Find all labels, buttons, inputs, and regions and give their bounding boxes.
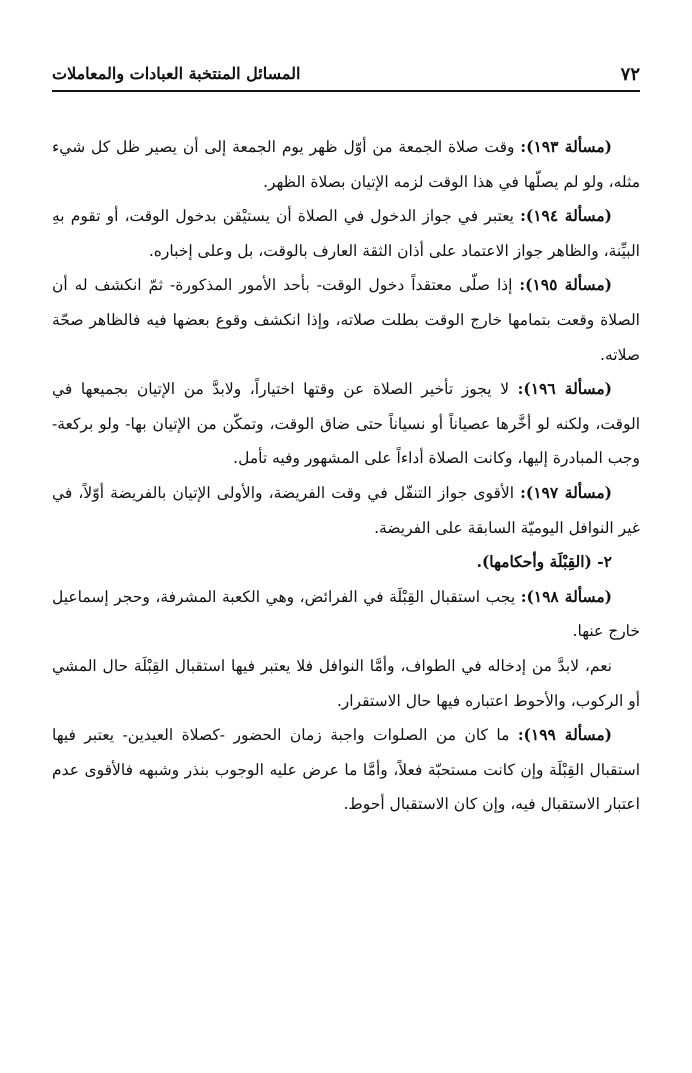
paragraph-text: يعتبر في جواز الدخول في الصلاة أن يستيْقن بدخول الوقت، أو تقوم بهِ البيِّنة، والظاهر جواز الاعتماد على أذان الثقة العارف بالوقت، بل وعلى إخباره. [52,207,640,260]
paragraph-text: نعم، لابدَّ من إدخاله في الطواف، وأمَّا النوافل فلا يعتبر فيها استقبال القِبْلَة حال المشي أو الركوب، والأحوط اعتباره فيها حال الاستقرار. [52,656,640,710]
paragraph-text: لا يجوز تأخير الصلاة عن وقتها اختياراً، ولابدَّ من الإتيان بجميعها في الوقت، ولكنه لو أخَّرها عصياناً أو نسياناً حتى ضاق الوقت، وتمكّن من الإتيان بها- ولو بركعة- وجب المبادرة إليها، وكانت الصلاة أداءاً على المشهور وفيه تأمل. [52,380,640,468]
paragraph-text: الأقوى جواز التنفّل في وقت الفريضة، والأولى الإتيان بالفريضة أوّلاً، في غير النوافل اليوميّة السابقة على الفريضة. [52,483,640,537]
paragraph-masala-196 [52,372,640,476]
masala-label: (مسألة ١٩٣): [520,137,612,156]
paragraph-naam [52,649,640,718]
paragraph-text: ما كان من الصلوات واجبة زمان الحضور -كصلاة العيدين- يعتبر فيها استقبال القِبْلَة وإن كانت مستحبّة فعلاً، وأمَّا ما عرض عليه الوجوب بنذر وشبهه فالأقوى عدم اعتبار الاستقبال فيه، وإن كان الاستقبال أحوط. [52,726,640,814]
paragraph-masala-197 [52,476,640,545]
paragraph-masala-195 [52,268,640,372]
masala-label: (مسألة ١٩٦): [517,379,612,399]
paragraph-masala-198 [52,580,640,649]
paragraph-masala-199 [52,718,640,822]
masala-label: (مسألة ١٩٧): [520,482,612,502]
masala-label: (مسألة ١٩٩): [517,725,612,745]
paragraph-text: إذا صلّى معتقداً دخول الوقت- بأحد الأمور المذكورة- ثمّ انكشف له أن الصلاة وقعت بتمامها خارج الوقت بطلت صلاته، وإذا انكشف وقوع بعضها فيه فالظاهر صحّة صلاته. [52,276,640,364]
page-body [52,130,640,822]
section-title: ٢- (القِبْلَة وأحكامها). [476,552,612,572]
masala-label: (مسألة ١٩٥): [519,275,612,295]
page-header [52,60,640,92]
book-title: المسائل المنتخبة العبادات والمعاملات [52,64,301,83]
paragraph-masala-193 [52,130,640,199]
paragraph-masala-194 [52,199,640,268]
masala-label: (مسألة ١٩٤): [520,206,612,226]
paragraph-text: يجب استقبال القِبْلَة في الفرائض، وهي الكعبة المشرفة، وحجر إسماعيل خارج عنها. [52,587,640,641]
page-number: ٧٢ [620,64,640,85]
masala-label: (مسألة ١٩٨): [520,586,612,606]
paragraph-text: وقت صلاة الجمعة من أوّل ظهر يوم الجمعة إلى أن يصير ظل كل شيء مثله، ولو لم يصلّها في هذا الوقت لزمه الإتيان بصلاة الظهر. [52,138,640,191]
